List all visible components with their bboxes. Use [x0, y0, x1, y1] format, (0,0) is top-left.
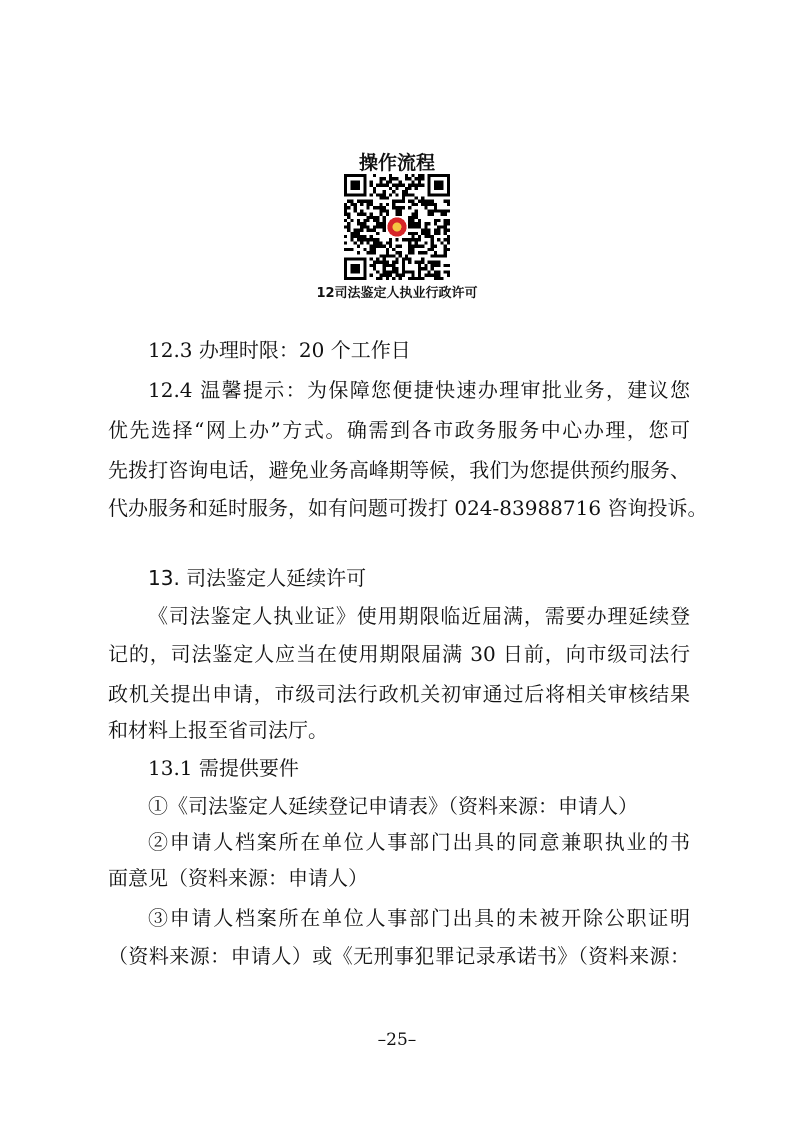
list-item: ①《司法鉴定人延续登记申请表》（资料来源：申请人）	[148, 794, 638, 818]
page-number: –25–	[377, 1030, 417, 1050]
qr-code-image	[344, 174, 450, 280]
text-line: 先拨打咨询电话，避免业务高峰期等候，我们为您提供预约服务、	[108, 458, 690, 482]
text-line: 《司法鉴定人执业证》使用期限临近届满，需要办理延续登	[148, 604, 690, 628]
text-line: 和材料上报至省司法厅。	[108, 718, 328, 742]
subsection-heading: 13.1 需提供要件	[148, 756, 299, 780]
qr-caption: 12司法鉴定人执业行政许可	[316, 286, 478, 301]
text-line: 代办服务和延时服务，如有问题可拨打 024-83988716 咨询投诉。	[108, 496, 708, 520]
qr-title: 操作流程	[358, 152, 435, 174]
text-line: 政机关提出申请，市级司法行政机关初审通过后将相关审核结果	[108, 682, 690, 706]
list-item: ③申请人档案所在单位人事部门出具的未被开除公职证明	[148, 906, 690, 930]
text-line: 面意见（资料来源：申请人）	[108, 866, 368, 890]
text-line-deadline: 12.3 办理时限：20 个工作日	[148, 338, 411, 362]
text-line: （资料来源：申请人）或《无刑事犯罪记录承诺书》（资料来源：	[108, 944, 690, 968]
text-line: 优先选择“网上办”方式。确需到各市政务服务中心办理，您可	[108, 418, 690, 442]
text-line-tip: 12.4 温馨提示：为保障您便捷快速办理审批业务，建议您	[148, 378, 690, 402]
list-item: ②申请人档案所在单位人事部门出具的同意兼职执业的书	[148, 830, 690, 854]
section-heading: 13. 司法鉴定人延续许可	[148, 566, 367, 590]
text-line: 记的，司法鉴定人应当在使用期限届满 30 日前，向市级司法行	[108, 642, 690, 666]
